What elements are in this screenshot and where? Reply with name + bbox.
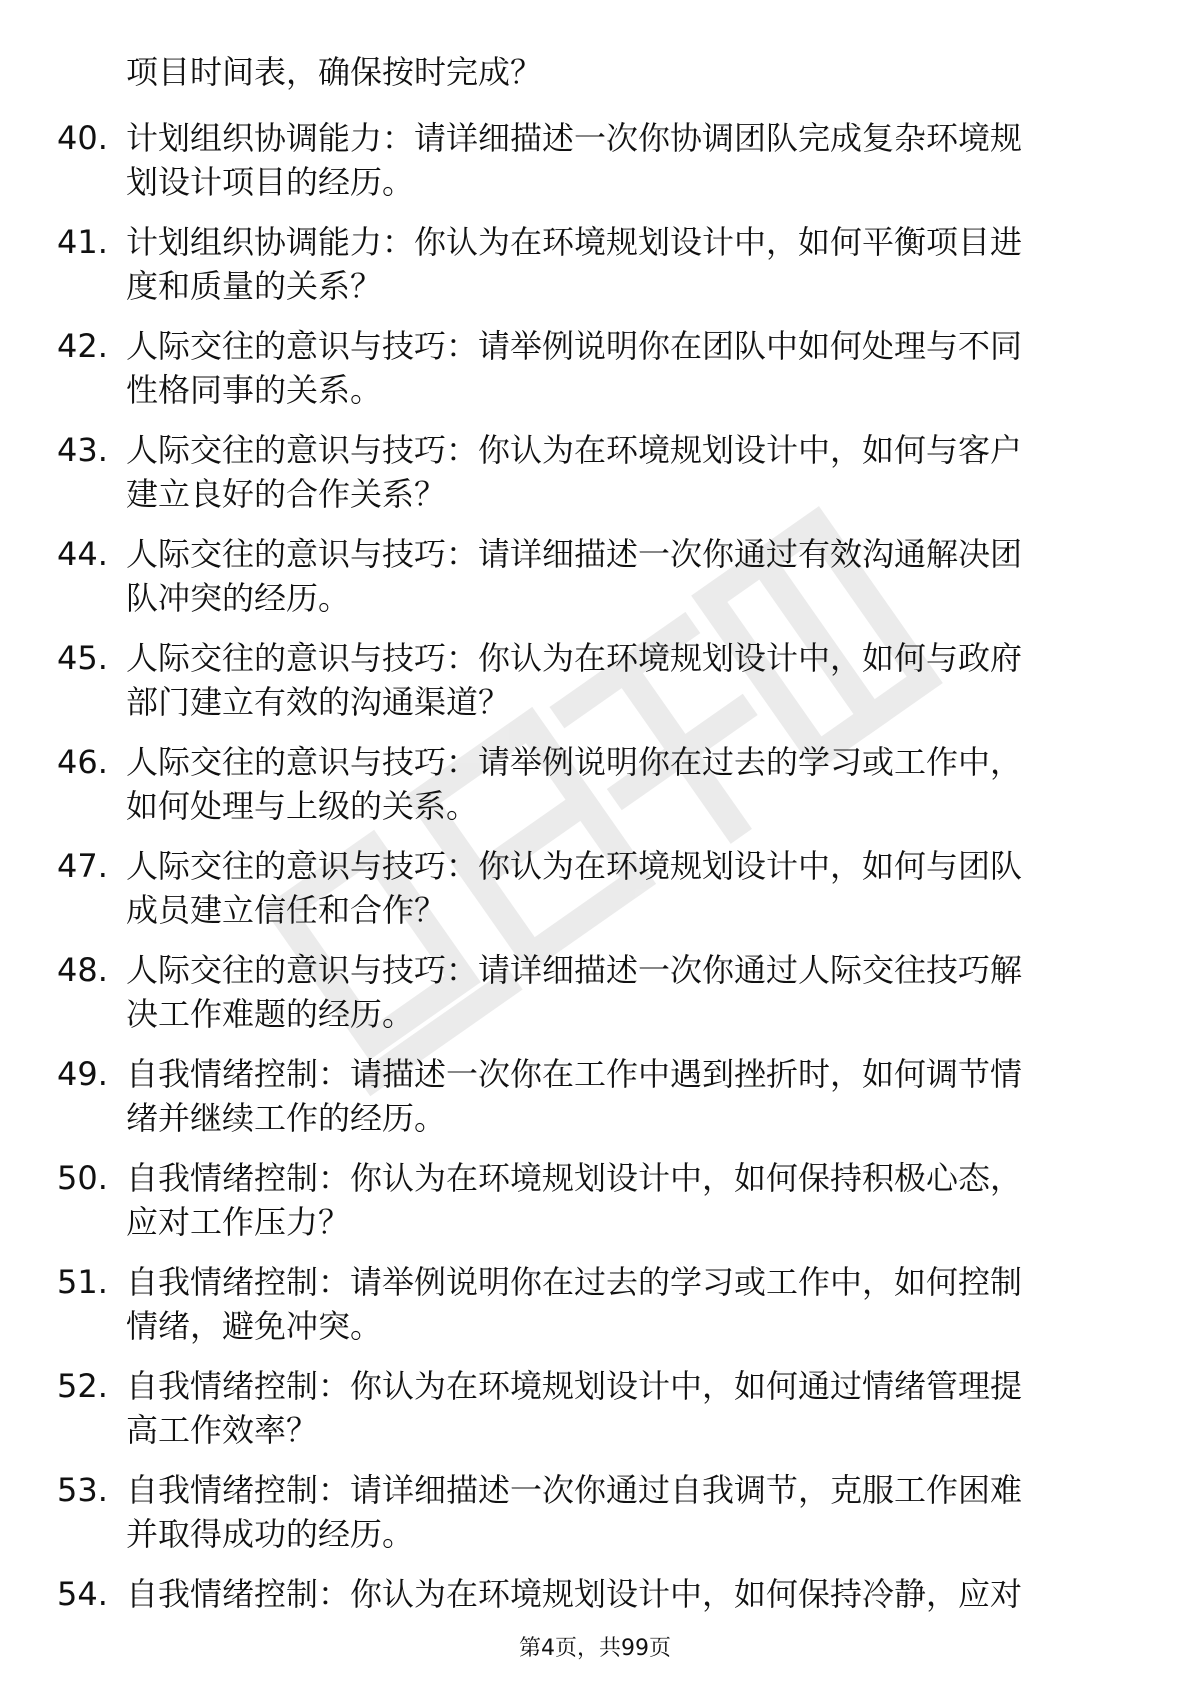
question-text-line: 人际交往的意识与技巧：请详细描述一次你通过人际交往技巧解 bbox=[126, 951, 1023, 989]
question-number: 42. bbox=[57, 327, 108, 365]
question-number: 50. bbox=[57, 1159, 108, 1197]
question-text-line: 情绪，避免冲突。 bbox=[126, 1307, 383, 1345]
list-item bbox=[0, 1364, 1190, 1468]
question-text bbox=[126, 116, 1116, 204]
question-text-line: 人际交往的意识与技巧：你认为在环境规划设计中，如何与团队 bbox=[126, 847, 1023, 885]
question-text-line: 人际交往的意识与技巧：你认为在环境规划设计中，如何与客户 bbox=[126, 431, 1023, 469]
question-text-line: 如何处理与上级的关系。 bbox=[126, 787, 479, 825]
question-text-line: 计划组织协调能力：你认为在环境规划设计中，如何平衡项目进 bbox=[126, 223, 1023, 261]
question-text bbox=[126, 324, 1116, 412]
list-item bbox=[0, 324, 1190, 428]
list-item bbox=[0, 844, 1190, 948]
question-text bbox=[126, 1468, 1116, 1556]
question-text bbox=[126, 948, 1116, 1036]
list-item bbox=[0, 220, 1190, 324]
question-number: 53. bbox=[57, 1471, 108, 1509]
question-list bbox=[0, 116, 1190, 1676]
question-text bbox=[126, 532, 1116, 620]
question-number: 44. bbox=[57, 535, 108, 573]
list-item bbox=[0, 532, 1190, 636]
page-footer: 第4页，共99页 bbox=[519, 1636, 671, 1661]
question-text-line: 人际交往的意识与技巧：请详细描述一次你通过有效沟通解决团 bbox=[126, 535, 1023, 573]
question-text-line: 建立良好的合作关系？ bbox=[126, 475, 447, 513]
question-text-line: 自我情绪控制：请详细描述一次你通过自我调节，克服工作困难 bbox=[126, 1471, 1023, 1509]
question-text bbox=[126, 1052, 1116, 1140]
question-text bbox=[126, 1260, 1116, 1348]
question-text-line: 高工作效率？ bbox=[126, 1411, 319, 1449]
question-number: 49. bbox=[57, 1055, 108, 1093]
question-text bbox=[126, 1572, 1116, 1616]
question-number: 47. bbox=[57, 847, 108, 885]
question-text-line: 自我情绪控制：你认为在环境规划设计中，如何保持冷静，应对 bbox=[126, 1575, 1023, 1613]
list-item bbox=[0, 636, 1190, 740]
question-text-line: 人际交往的意识与技巧：你认为在环境规划设计中，如何与政府 bbox=[126, 639, 1023, 677]
question-text-line: 自我情绪控制：请描述一次你在工作中遇到挫折时，如何调节情 bbox=[126, 1055, 1023, 1093]
question-text bbox=[126, 1364, 1116, 1452]
list-item bbox=[0, 1260, 1190, 1364]
question-text-line: 成员建立信任和合作？ bbox=[126, 891, 447, 929]
question-text bbox=[126, 428, 1116, 516]
question-number: 54. bbox=[57, 1575, 108, 1613]
question-text-line: 自我情绪控制：你认为在环境规划设计中，如何通过情绪管理提 bbox=[126, 1367, 1023, 1405]
question-text bbox=[126, 844, 1116, 932]
question-number: 45. bbox=[57, 639, 108, 677]
question-text-line: 并取得成功的经历。 bbox=[126, 1515, 415, 1553]
list-item bbox=[0, 740, 1190, 844]
question-text bbox=[126, 636, 1116, 724]
question-number: 46. bbox=[57, 743, 108, 781]
list-item bbox=[0, 1052, 1190, 1156]
question-text-line: 应对工作压力？ bbox=[126, 1203, 351, 1241]
question-text-line: 决工作难题的经历。 bbox=[126, 995, 415, 1033]
list-item bbox=[0, 948, 1190, 1052]
list-item bbox=[0, 428, 1190, 532]
question-text-line: 人际交往的意识与技巧：请举例说明你在过去的学习或工作中， bbox=[126, 743, 1023, 781]
question-text-line: 绪并继续工作的经历。 bbox=[126, 1099, 447, 1137]
question-text bbox=[126, 1156, 1116, 1244]
list-item bbox=[0, 116, 1190, 220]
question-number: 48. bbox=[57, 951, 108, 989]
question-text-line: 人际交往的意识与技巧：请举例说明你在团队中如何处理与不同 bbox=[126, 327, 1023, 365]
list-item bbox=[0, 1468, 1190, 1572]
question-text-line: 自我情绪控制：请举例说明你在过去的学习或工作中，如何控制 bbox=[126, 1263, 1023, 1301]
question-text-line: 计划组织协调能力：请详细描述一次你协调团队完成复杂环境规 bbox=[126, 119, 1023, 157]
question-text-line: 划设计项目的经历。 bbox=[126, 163, 415, 201]
question-number: 41. bbox=[57, 223, 108, 261]
question-number: 40. bbox=[57, 119, 108, 157]
question-text-line: 度和质量的关系？ bbox=[126, 267, 383, 305]
question-text-line: 性格同事的关系。 bbox=[126, 371, 383, 409]
question-text-line: 自我情绪控制：你认为在环境规划设计中，如何保持积极心态， bbox=[126, 1159, 1023, 1197]
question-text bbox=[126, 220, 1116, 308]
question-number: 51. bbox=[57, 1263, 108, 1301]
question-text-line: 队冲突的经历。 bbox=[126, 579, 351, 617]
question-number: 43. bbox=[57, 431, 108, 469]
question-text-line: 部门建立有效的沟通渠道？ bbox=[126, 683, 511, 721]
continued-question-text: 项目时间表，确保按时完成？ bbox=[126, 53, 543, 91]
question-number: 52. bbox=[57, 1367, 108, 1405]
list-item bbox=[0, 1156, 1190, 1260]
question-text bbox=[126, 740, 1116, 828]
